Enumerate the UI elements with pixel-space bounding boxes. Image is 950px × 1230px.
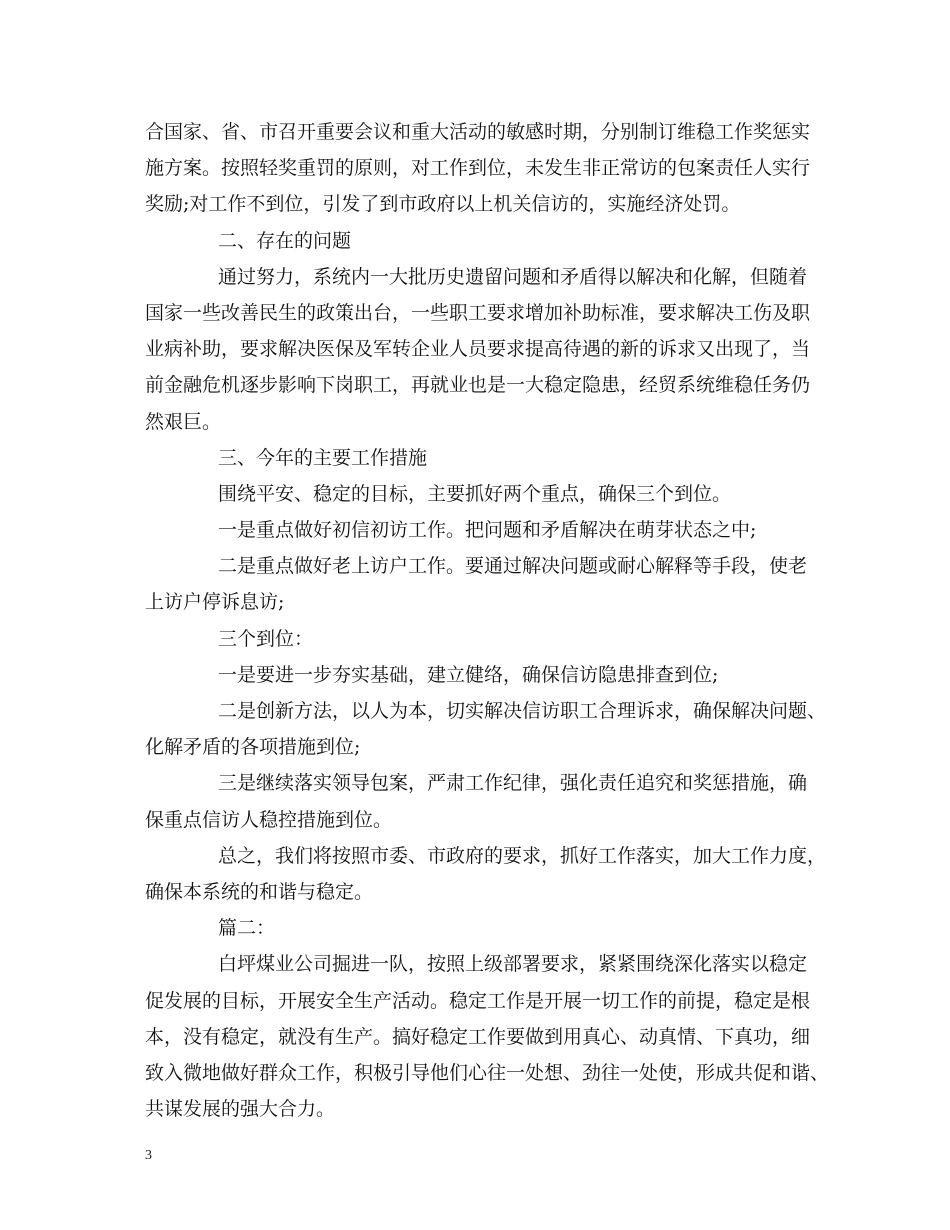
text-line: 二是重点做好老上访户工作。要通过解决问题或耐心解释等手段，使老 [218, 555, 808, 578]
text-line: 奖励;对工作不到位，引发了到市政府以上机关信访的，实施经济处罚。 [145, 193, 741, 216]
text-line: 总之，我们将按照市委、市政府的要求，抓好工作落实，加大工作力度， [218, 844, 827, 867]
text-line: 一是重点做好初信初访工作。把问题和矛盾解决在萌芽状态之中; [218, 519, 757, 542]
document-body [145, 114, 830, 1127]
text-line: 前金融危机逐步影响下岗职工，再就业也是一大稳定隐患，经贸系统维稳任务仍 [145, 374, 811, 397]
text-line: 促发展的目标，开展安全生产活动。稳定工作是开展一切工作的前提，稳定是根 [145, 989, 811, 1012]
text-line: 保重点信访人稳控措施到位。 [145, 808, 393, 831]
text-line: 三个到位： [218, 627, 314, 650]
text-line: 合国家、省、市召开重要会议和重大活动的敏感时期，分别制订维稳工作奖惩实 [145, 121, 811, 143]
text-line: 白坪煤业公司掘进一队，按照上级部署要求，紧紧围绕深化落实以稳定 [218, 953, 808, 976]
text-line: 国家一些改善民生的政策出台，一些职工要求增加补助标准，要求解决工伤及职 [145, 301, 811, 324]
text-line: 二是创新方法，以人为本，切实解决信访职工合理诉求，确保解决问题、 [218, 700, 827, 722]
text-line: 业病补助，要求解决医保及军转企业人员要求提高待遇的新的诉求又出现了，当 [145, 338, 811, 361]
text-line: 三是继续落实领导包案，严肃工作纪律，强化责任追究和奖惩措施，确 [218, 772, 808, 795]
text-line: 然艰巨。 [145, 410, 222, 433]
text-line: 本，没有稳定，就没有生产。搞好稳定工作要做到用真心、动真情、下真功，细 [145, 1025, 811, 1048]
text-line: 围绕平安、稳定的目标，主要抓好两个重点，确保三个到位。 [218, 482, 732, 505]
text-line: 通过努力，系统内一大批历史遗留问题和矛盾得以解决和化解，但随着 [218, 265, 808, 288]
text-line: 化解矛盾的各项措施到位; [145, 736, 361, 759]
text-line: 施方案。按照轻奖重罚的原则，对工作到位，未发生非正常访的包案责任人实行 [145, 157, 811, 180]
text-line: 二、存在的问题 [218, 229, 352, 252]
text-line: 篇二： [218, 917, 276, 940]
text-line: 上访户停诉息访; [145, 591, 285, 614]
text-line: 一是要进一步夯实基础，建立健络，确保信访隐患排查到位; [218, 663, 719, 686]
page-number: 3 [145, 1148, 152, 1163]
text-line: 共谋发展的强大合力。 [145, 1098, 336, 1121]
text-line: 致入微地做好群众工作，积极引导他们心往一处想、劲往一处使，形成共促和谐、 [145, 1061, 830, 1084]
text-line: 三、今年的主要工作措施 [218, 446, 428, 469]
text-line: 确保本系统的和谐与稳定。 [145, 880, 374, 903]
